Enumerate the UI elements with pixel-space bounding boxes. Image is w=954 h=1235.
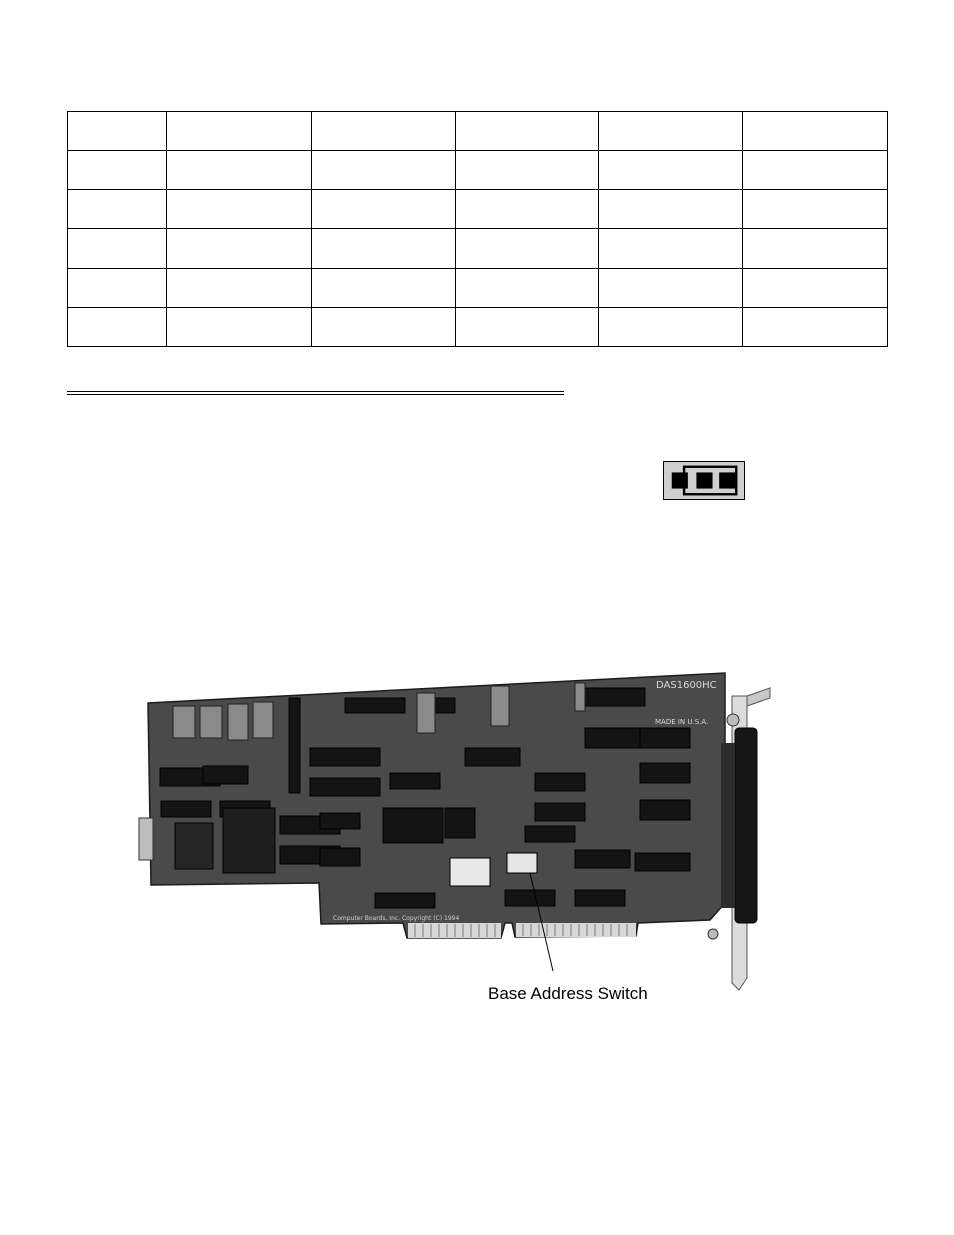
empty-grid-table	[67, 111, 888, 347]
table-cell	[599, 268, 743, 307]
table-body	[68, 112, 888, 347]
table-cell	[599, 112, 743, 151]
table-cell	[743, 190, 888, 229]
table-cell	[167, 190, 312, 229]
table-cell	[456, 307, 599, 346]
table-cell	[68, 112, 167, 151]
table-cell	[167, 229, 312, 268]
table-row	[68, 151, 888, 190]
table-cell	[312, 151, 456, 190]
table-cell	[167, 112, 312, 151]
table-cell	[312, 229, 456, 268]
table-cell	[68, 229, 167, 268]
table-cell	[68, 190, 167, 229]
oscillator-label	[450, 858, 490, 886]
jumper-pin-2	[696, 472, 712, 488]
double-rule-bottom	[67, 394, 564, 395]
table-cell	[167, 307, 312, 346]
table-cell	[456, 190, 599, 229]
table-row	[68, 112, 888, 151]
dip-switch	[507, 853, 537, 873]
bracket-tab	[747, 688, 770, 706]
dc-converter	[175, 823, 213, 869]
table-cell	[743, 229, 888, 268]
table-row	[68, 268, 888, 307]
table-cell	[456, 112, 599, 151]
table-row	[68, 229, 888, 268]
transformer	[223, 808, 275, 873]
table-cell	[167, 151, 312, 190]
table-cell	[743, 112, 888, 151]
table-cell	[456, 268, 599, 307]
circuit-board-photo	[135, 668, 775, 994]
bracket-screw-bottom	[708, 929, 718, 939]
connector-pin-row	[721, 743, 735, 908]
bracket-screw-top	[727, 714, 739, 726]
table-cell	[456, 229, 599, 268]
table-cell	[456, 151, 599, 190]
double-rule-top	[67, 391, 564, 392]
silkscreen-copyright: Computer Boards, Inc. Copyright (C) 1994	[333, 915, 460, 922]
table-cell	[743, 268, 888, 307]
table-cell	[68, 268, 167, 307]
table-cell	[68, 307, 167, 346]
table-cell	[167, 268, 312, 307]
edge-connector	[408, 923, 636, 938]
table-cell	[312, 112, 456, 151]
jumper-pin-1	[672, 472, 688, 488]
table-cell	[68, 151, 167, 190]
table-cell	[599, 190, 743, 229]
table-cell	[743, 307, 888, 346]
figure-caption: Base Address Switch	[488, 984, 648, 1003]
table-cell	[312, 190, 456, 229]
table-cell	[312, 307, 456, 346]
table-cell	[743, 151, 888, 190]
table-row	[68, 307, 888, 346]
jumper-pin-3	[719, 472, 735, 488]
table-cell	[312, 268, 456, 307]
silkscreen-model: DAS1600HC	[656, 680, 717, 691]
table-cell	[599, 151, 743, 190]
pin-header	[139, 818, 153, 860]
jumper-block-diagram	[663, 461, 745, 500]
table-row	[68, 190, 888, 229]
table-cell	[599, 229, 743, 268]
silkscreen-origin: MADE IN U.S.A.	[655, 718, 709, 726]
table-cell	[599, 307, 743, 346]
d-connector	[735, 728, 757, 923]
